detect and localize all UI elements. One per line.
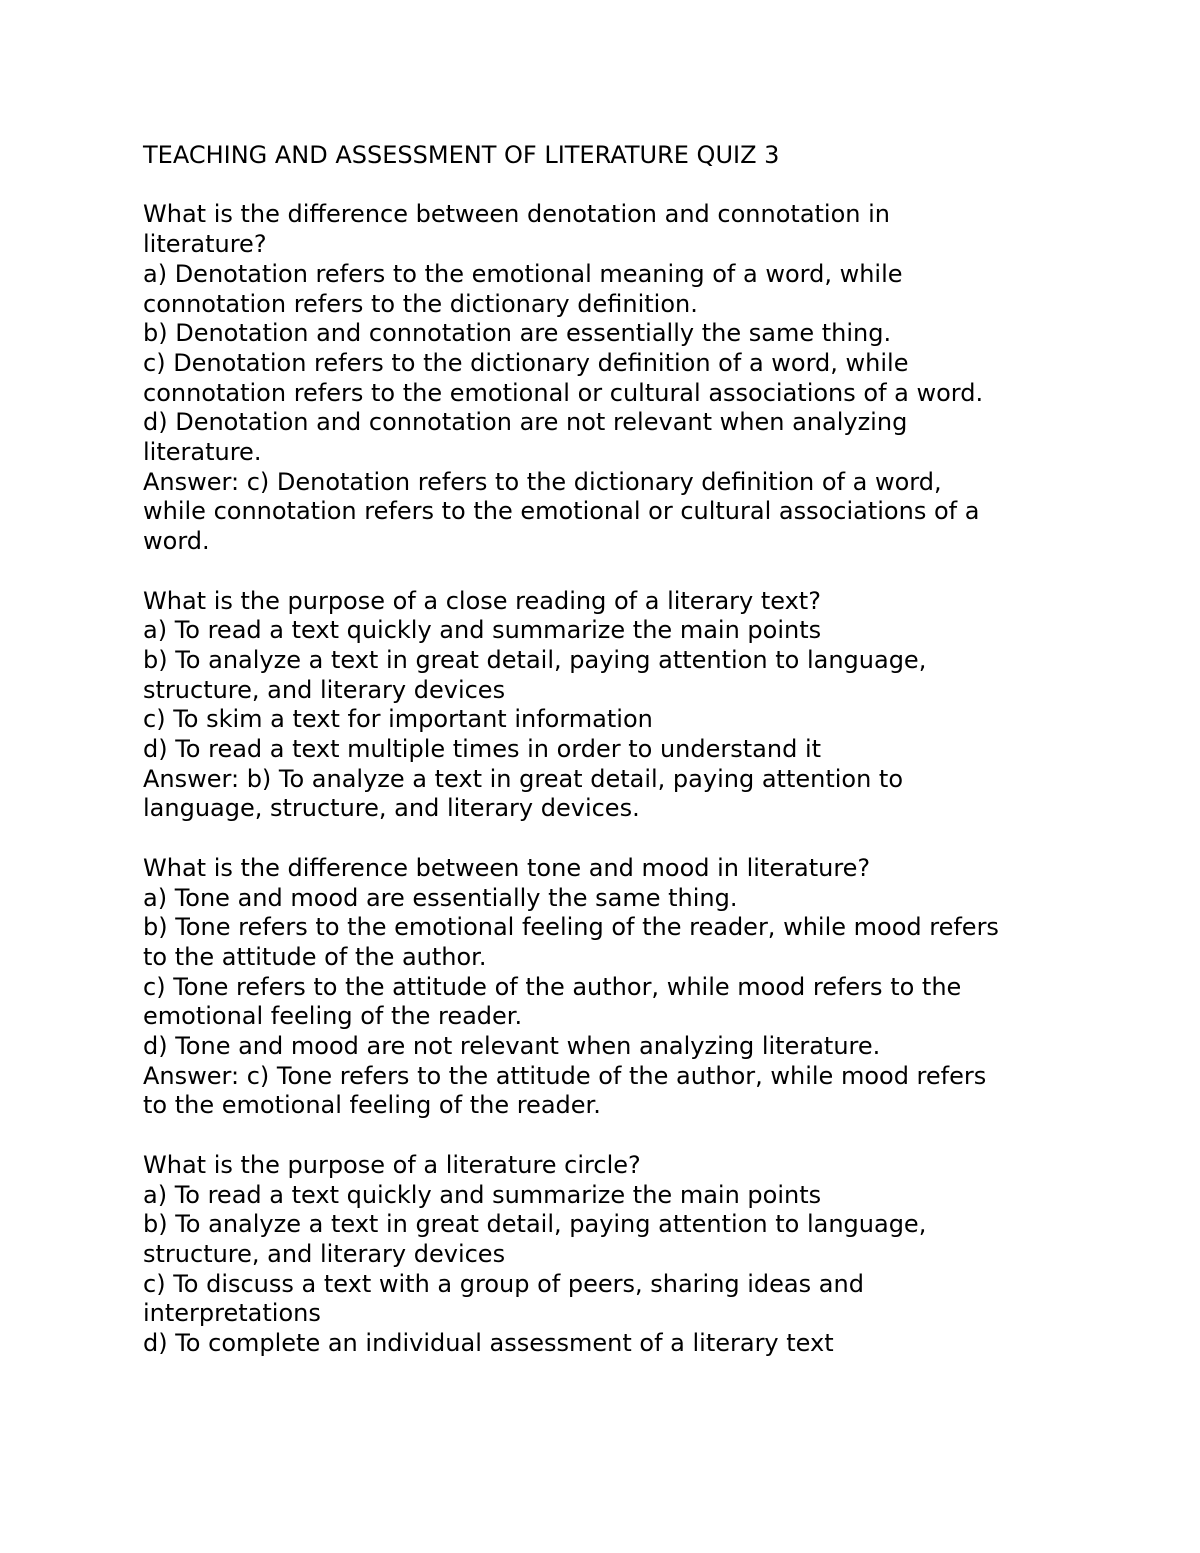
answer-text: language, structure, and literary devices.	[143, 794, 640, 823]
option-a: connotation refers to the dictionary definition.	[143, 289, 698, 318]
question-block-1	[143, 200, 1063, 556]
option-a: a) To read a text quickly and summarize the main points	[143, 616, 822, 645]
option-d: d) Denotation and connotation are not relevant when analyzing	[143, 408, 908, 437]
option-b: structure, and literary devices	[143, 1239, 506, 1268]
blank-line	[143, 171, 1063, 201]
option-a: a) Tone and mood are essentially the same thing.	[143, 883, 738, 912]
question-block-3	[143, 854, 1063, 1121]
option-b: b) To analyze a text in great detail, paying attention to language,	[143, 1210, 927, 1239]
question-text: What is the difference between tone and mood in literature?	[143, 853, 871, 882]
answer-text: Answer: b) To analyze a text in great detail, paying attention to	[143, 764, 904, 793]
answer-text: word.	[143, 527, 210, 556]
option-d: d) To complete an individual assessment of a literary text	[143, 1329, 834, 1358]
answer-text: to the emotional feeling of the reader.	[143, 1091, 601, 1120]
question-text: What is the purpose of a close reading of a literary text?	[143, 586, 821, 615]
option-d: d) Tone and mood are not relevant when analyzing literature.	[143, 1032, 881, 1061]
page-title: TEACHING AND ASSESSMENT OF LITERATURE QUIZ 3	[143, 141, 780, 169]
option-a: a) Denotation refers to the emotional meaning of a word, while	[143, 259, 903, 288]
option-c: c) To skim a text for important information	[143, 705, 653, 734]
option-c: emotional feeling of the reader.	[143, 1002, 523, 1031]
option-d: d) To read a text multiple times in order to understand it	[143, 735, 822, 764]
option-c: c) Tone refers to the attitude of the author, while mood refers to the	[143, 972, 962, 1001]
option-c: connotation refers to the emotional or cultural associations of a word.	[143, 378, 984, 407]
option-b: structure, and literary devices	[143, 675, 506, 704]
answer-text: while connotation refers to the emotional or cultural associations of a	[143, 497, 980, 526]
question-text: What is the difference between denotation and connotation in	[143, 200, 890, 229]
question-text: What is the purpose of a literature circle?	[143, 1150, 641, 1179]
option-b: b) Tone refers to the emotional feeling of the reader, while mood refers	[143, 913, 999, 942]
option-a: a) To read a text quickly and summarize the main points	[143, 1180, 822, 1209]
blank-line	[143, 824, 1063, 854]
document-page	[143, 141, 1063, 1359]
question-block-2	[143, 587, 1063, 825]
question-text: literature?	[143, 230, 267, 259]
blank-line	[143, 1121, 1063, 1151]
option-b: b) Denotation and connotation are essentially the same thing.	[143, 319, 892, 348]
answer-text: Answer: c) Tone refers to the attitude of the author, while mood refers	[143, 1061, 987, 1090]
option-c: c) Denotation refers to the dictionary definition of a word, while	[143, 348, 909, 377]
blank-line	[143, 557, 1063, 587]
option-b: to the attitude of the author.	[143, 942, 487, 971]
question-block-4	[143, 1151, 1063, 1359]
option-c: interpretations	[143, 1299, 321, 1328]
option-c: c) To discuss a text with a group of peers, sharing ideas and	[143, 1269, 864, 1298]
option-d: literature.	[143, 438, 262, 467]
option-b: b) To analyze a text in great detail, paying attention to language,	[143, 645, 927, 674]
answer-text: Answer: c) Denotation refers to the dictionary definition of a word,	[143, 467, 942, 496]
